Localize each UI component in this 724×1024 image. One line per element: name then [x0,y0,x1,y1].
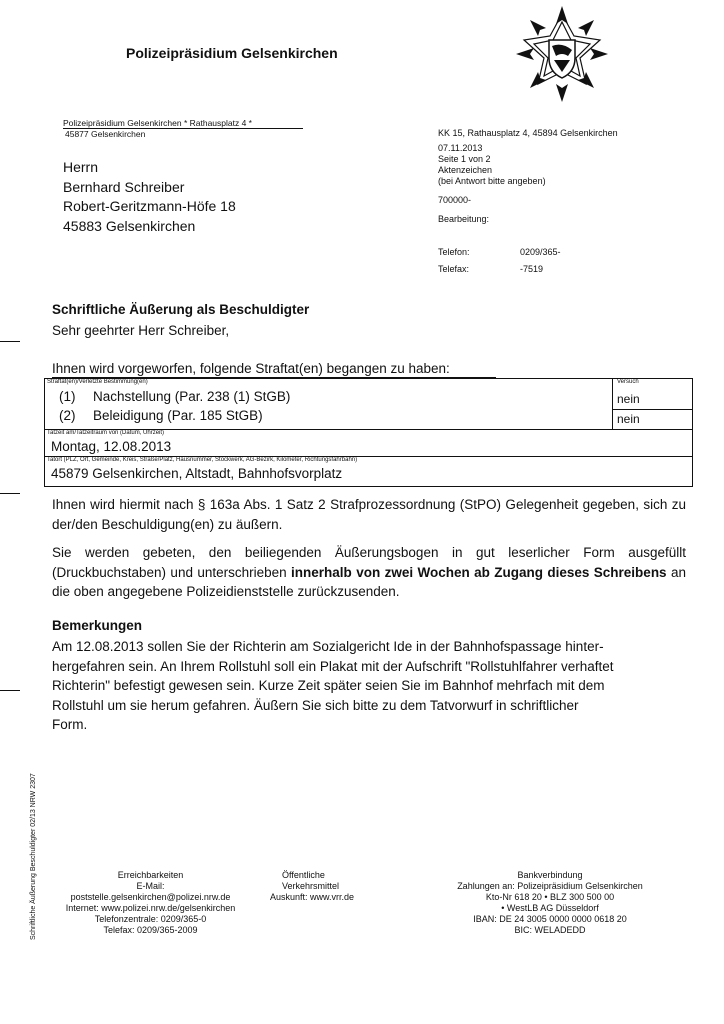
paragraph-opportunity: Ihnen wird hiermit nach § 163a Abs. 1 Satz 2 Strafprozessordnung (StPO) Gelegenheit gegeben, sich zu der/den Beschuldigung(en) zu äußern. [52,497,686,532]
fax-label: Telefax: [438,264,470,274]
phone-row [438,247,578,257]
form-code: Schriftliche Äußerung Beschuldigter 02/13 NRW 2307 [30,773,37,940]
phone-label: Telefon: [438,247,470,257]
letter-date: 07.11.2013 [438,143,483,153]
remarks-line: Richterin" befestigt gewesen sein. Kurze Zeit später seien Sie im Bahnhof mehrfach mit dem [52,678,605,693]
fold-mark [0,690,20,691]
place-row [45,457,692,486]
offense-header: Straftat(en)/Verletzte Bestimmung(en) [47,379,148,385]
date-row [45,430,692,457]
footer-iban: IBAN: DE 24 3005 0000 0000 0618 20 [473,914,627,924]
footer-fax: Telefax: 0209/365-2009 [103,925,198,935]
page-number: Seite 1 von 2 [438,154,491,164]
paragraph-request [52,543,686,602]
request-text-end: an die oben angegebene Polizeidienststelle zurückzusenden. [52,564,686,599]
intro-text: Ihnen wird vorgeworfen, folgende Straftat(en) begangen zu haben: [52,361,450,376]
recipient-address [63,158,236,236]
footer-bank-line: Kto-Nr 618 20 • BLZ 300 500 00 [485,892,615,902]
date-value: Montag, 12.08.2013 [51,439,172,454]
remarks-line: Form. [52,717,88,732]
remarks-line: hergefahren sein. An Ihrem Rollstuhl soll ein Plakat mit der Aufschrift "Rollstuhlfahrer verhaftet [52,658,614,674]
fax-row [438,264,578,274]
recipient-line: Robert-Geritzmann-Höfe 18 [63,198,236,214]
footer-bic: BIC: WELADEDD [514,925,586,935]
column-divider [612,379,613,429]
remarks-line: Am 12.08.2013 sollen Sie der Richterin am Sozialgericht Ide in der Bahnhofspassage hinter- [52,639,604,654]
offense-item [59,408,263,423]
footer-bank-line: Zahlungen an: Polizeipräsidium Gelsenkirchen [457,881,643,891]
footer-reach-title: Erreichbarkeiten [117,870,184,880]
footer-bank [430,870,670,936]
remarks-line: Rollstuhl um sie herum gefahren. Äußern Sie sich bitte zu dem Tatvorwurf in schriftlicher [52,697,579,713]
salutation: Sehr geehrter Herr Schreiber, [52,323,230,338]
offense-number: (2) [59,408,76,423]
reference-label: Aktenzeichen [438,165,493,175]
reference-note: (bei Antwort bitte angeben) [438,176,546,186]
footer-bank-title: Bankverbindung [517,870,583,880]
footer-bank-line: • WestLB AG Düsseldorf [501,903,599,913]
attempt-value: nein [617,412,640,426]
offense-table [44,378,693,487]
return-address [63,118,252,140]
deadline-text: innerhalb von zwei Wochen ab Zugang dieses Schreibens [291,564,667,580]
offense-item [59,389,290,404]
request-text: Sie werden gebeten, den beiliegenden Äußerungsbogen in gut leserlicher Form ausgefüllt (Druckbuchstaben) und unterschrieben [52,545,686,580]
reference-value: 700000- [438,195,472,205]
phone-value: 0209/365- [520,247,561,257]
police-star-logo [516,6,608,102]
offense-text: Nachstellung (Par. 238 (1) StGB) [93,389,291,404]
footer-website: Internet: www.polizei.nrw.de/gelsenkirchen [65,903,236,913]
footer-email: poststelle.gelsenkirchen@polizei.nrw.de [70,892,231,902]
footer-transport-title: Öffentliche Verkehrsmittel [282,870,340,891]
remarks-text [52,637,686,735]
place-header: Tatort (PLZ, Ort, Gemeinde, Kreis, Straße/Platz, Hausnummer, Stockwerk, AG-Bezirk, Kilometer, Richtungsfahrbahn) [47,457,358,463]
info-block [438,128,618,225]
attempt-header: Versuch [617,379,639,385]
footer-reach-line: E-Mail: [136,881,165,891]
handler-label: Bearbeitung: [438,214,490,224]
attempt-divider [613,409,692,410]
recipient-line: 45883 Gelsenkirchen [63,217,196,234]
date-header: Tatzeit am/Tatzeitraum von (Datum, Uhrzeit) [47,430,165,436]
office-address: KK 15, Rathausplatz 4, 45894 Gelsenkirchen [438,128,618,138]
recipient-line: Bernhard Schreiber [63,178,185,195]
footer-transport-line: Auskunft: www.vrr.de [270,892,355,902]
return-address-divider [63,128,303,129]
organization-title: Polizeipräsidium Gelsenkirchen [126,45,338,61]
subject-heading: Schriftliche Äußerung als Beschuldigter [52,302,310,317]
place-value: 45879 Gelsenkirchen, Altstadt, Bahnhofsvorplatz [51,466,343,481]
fold-mark [0,341,20,342]
return-address-line2: 45877 Gelsenkirchen [65,129,146,139]
attempt-value: nein [617,392,640,406]
fax-value: -7519 [520,264,544,274]
offense-number: (1) [59,389,76,404]
offense-text: Beleidigung (Par. 185 StGB) [93,408,263,423]
fold-mark [0,493,20,494]
footer-switchboard: Telefonzentrale: 0209/365-0 [94,914,207,924]
footer-transport [270,870,380,903]
offense-row [45,379,692,430]
recipient-line: Herrn [63,159,99,175]
footer-reachability [48,870,253,936]
return-address-line1: Polizeipräsidium Gelsenkirchen * Rathausplatz 4 * [63,118,252,128]
remarks-heading: Bemerkungen [52,618,143,633]
